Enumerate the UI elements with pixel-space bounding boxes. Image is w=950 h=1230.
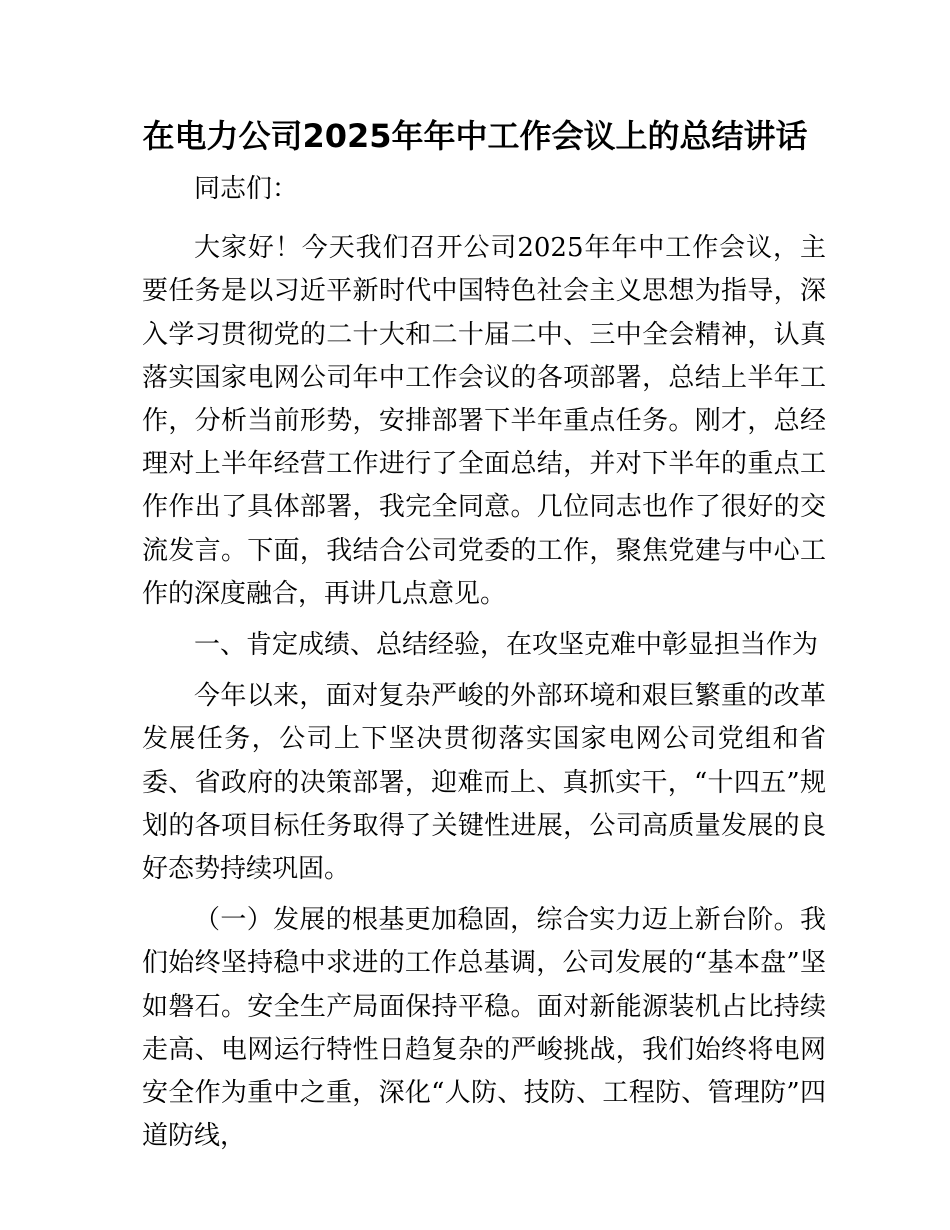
salutation: 同志们： bbox=[194, 174, 299, 204]
document-body bbox=[142, 168, 826, 1166]
document-title: 在电力公司2025年年中工作会议上的总结讲话 bbox=[142, 117, 808, 155]
paragraph-section-1-intro: 今年以来，面对复杂严峻的外部环境和艰巨繁重的改革发展任务，公司上下坚决贯彻落实国家电网公司党组和省委、省政府的决策部署，迎难而上、真抓实干，“十四五”规划的各项目标任务取得了关键性进展，公司高质量发展的良好态势持续巩固。 bbox=[142, 681, 826, 885]
paragraph-opening: 大家好！今天我们召开公司2025年年中工作会议，主要任务是以习近平新时代中国特色社会主义思想为指导，深入学习贯彻党的二十大和二十届二中、三中全会精神，认真落实国家电网公司年中工作会议的各项部署，总结上半年工作，分析当前形势，安排部署下半年重点任务。刚才，总经理对上半年经营工作进行了全面总结，并对下半年的重点工作作出了具体部署，我完全同意。几位同志也作了很好的交流发言。下面，我结合公司党委的工作，聚焦党建与中心工作的深度融合，再讲几点意见。 bbox=[142, 233, 826, 609]
paragraph-subsection-1: （一）发展的根基更加稳固，综合实力迈上新台阶。我们始终坚持稳中求进的工作总基调，公司发展的“基本盘”坚如磐石。安全生产局面保持平稳。面对新能源装机占比持续走高、电网运行特性日趋复杂的严峻挑战，我们始终将电网安全作为重中之重，深化“人防、技防、工程防、管理防”四道防线， bbox=[142, 905, 826, 1152]
section-heading-1: 一、肯定成绩、总结经验，在攻坚克难中彰显担当作为 bbox=[194, 630, 819, 661]
